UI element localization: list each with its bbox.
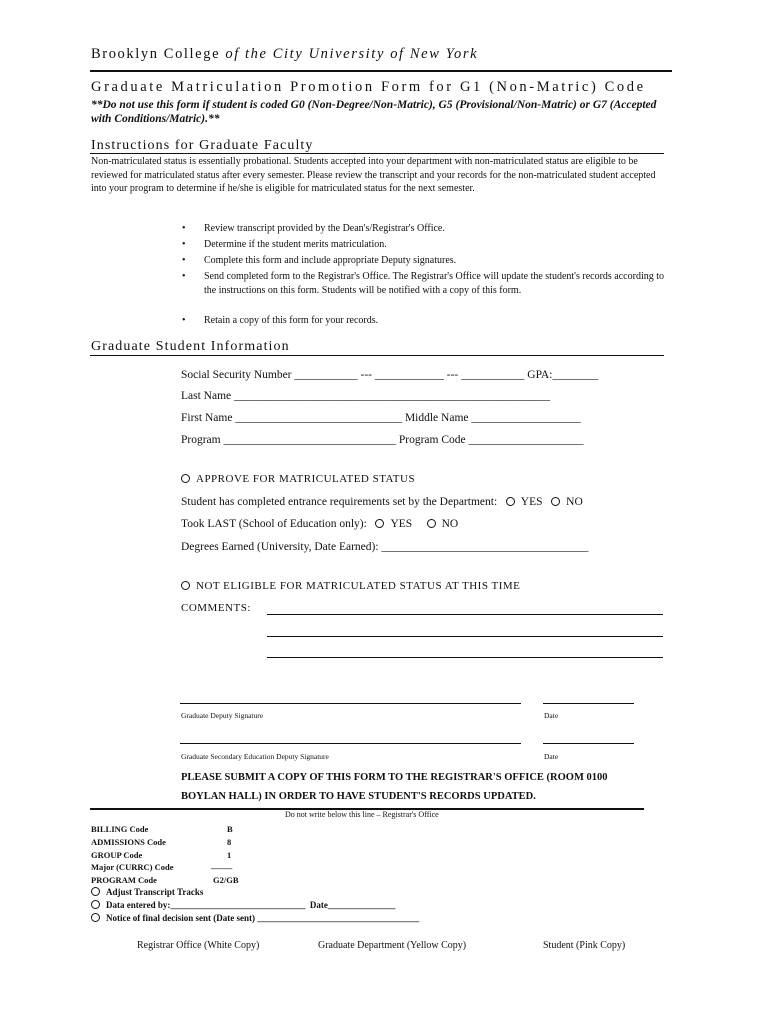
deputy-signature-label: Graduate Deputy Signature (181, 711, 264, 720)
approve-radio[interactable] (181, 474, 190, 483)
bullet-text: Retain a copy of this form for your records. (204, 315, 379, 326)
admissions-code-label: ADMISSIONS Code (91, 837, 166, 847)
first-name-row (181, 412, 581, 424)
billing-code-label: BILLING Code (91, 824, 149, 834)
student-info-heading: Graduate Student Information (91, 339, 290, 354)
bullet-text: Complete this form and include appropriate Deputy signatures. (204, 255, 457, 266)
notice-label: Notice of final decision sent (Date sent) (106, 913, 255, 923)
submit-notice-line2: BOYLAN HALL) IN ORDER TO HAVE STUDENT'S RECORDS UPDATED. (181, 791, 536, 802)
college-name: Brooklyn College (91, 46, 221, 62)
copy-department: Graduate Department (Yellow Copy) (318, 940, 467, 951)
secondary-signature-line[interactable] (180, 743, 521, 744)
program-code-field[interactable]: ____________________ (468, 434, 584, 446)
gpa-field[interactable]: ________ (552, 369, 599, 381)
notice-row (91, 913, 419, 923)
first-name-field[interactable]: _____________________________ (235, 412, 403, 424)
date-entered-field[interactable]: _______________ (327, 900, 396, 910)
ssn-field-2[interactable]: ____________ (374, 369, 444, 381)
degrees-field[interactable]: ____________________________________ (381, 541, 589, 553)
not-eligible-radio[interactable] (181, 581, 190, 590)
entrance-question: Student has completed entrance requirements set by the Department: (181, 496, 498, 508)
comments-line[interactable] (267, 614, 663, 615)
ssn-field-1[interactable]: ___________ (294, 369, 358, 381)
group-code-label: GROUP Code (91, 850, 143, 860)
entrance-yes-radio[interactable] (506, 497, 515, 506)
student-info-rule (90, 355, 664, 356)
deputy-date-line[interactable] (543, 703, 634, 704)
instruction-bullet: • Determine if the student merits matriculation. (182, 239, 387, 250)
date-entered-label: Date (309, 900, 328, 910)
yes-label: YES (520, 496, 543, 508)
middle-name-field[interactable]: ___________________ (471, 412, 581, 424)
last-question: Took LAST (School of Education only): (181, 518, 367, 530)
last-name-row (181, 390, 550, 402)
program-row (181, 434, 584, 446)
data-entered-row (91, 900, 395, 910)
ssn-separator: --- (446, 369, 459, 381)
data-entered-field[interactable]: ______________________________ (170, 900, 306, 910)
program-code-label: Program Code (398, 434, 466, 446)
middle-name-label: Middle Name (404, 412, 469, 424)
form-title: Graduate Matriculation Promotion Form for G1 (Non-Matric) Code (91, 79, 646, 95)
last-yes-radio[interactable] (375, 519, 384, 528)
instruction-bullet: • Complete this form and include appropriate Deputy signatures. (182, 255, 457, 266)
approve-label: APPROVE FOR MATRICULATED STATUS (196, 473, 416, 485)
bullet-text: Send completed form to the Registrar's Office. The Registrar's Office will update the student's records according to the instructions on this form. Students will be notified with a copy of this form. (204, 271, 664, 296)
college-header (91, 46, 478, 63)
bullet-text: Review transcript provided by the Dean's/Registrar's Office. (204, 223, 445, 234)
comments-line[interactable] (267, 636, 663, 637)
program-label: Program (181, 434, 221, 446)
instructions-paragraph: Non-matriculated status is essentially probational. Students accepted into your department with non-matriculated status are eligible to be reviewed for matriculated status after every semester. Please review the transcript and your records for the non-matriculated student accepted into your program to determine if he/she is eligible for matriculated status for the next semester. (91, 156, 656, 194)
last-no-radio[interactable] (427, 519, 436, 528)
notice-radio[interactable] (91, 913, 100, 922)
not-eligible-label: NOT ELIGIBLE FOR MATRICULATED STATUS AT THIS TIME (196, 580, 521, 592)
data-entered-label: Data entered by: (106, 900, 171, 910)
adjust-tracks-radio[interactable] (91, 887, 100, 896)
header-rule (90, 70, 672, 72)
billing-code-value: B (227, 824, 233, 834)
copy-registrar: Registrar Office (White Copy) (137, 940, 260, 951)
not-eligible-option[interactable] (181, 580, 520, 592)
first-name-label: First Name (181, 412, 233, 424)
degrees-label: Degrees Earned (University, Date Earned): (181, 541, 379, 553)
last-name-field[interactable]: _______________________________________________________ (234, 390, 551, 402)
gpa-label: GPA: (527, 369, 553, 381)
yes-label: YES (390, 518, 413, 530)
deputy-signature-line[interactable] (180, 703, 521, 704)
no-label: NO (566, 496, 583, 508)
last-exam-row (181, 518, 458, 530)
entrance-no-radio[interactable] (551, 497, 560, 506)
secondary-signature-label: Graduate Secondary Education Deputy Signature (181, 752, 329, 761)
comments-line[interactable] (267, 657, 663, 658)
data-entered-radio[interactable] (91, 900, 100, 909)
warning-note: **Do not use this form if student is coded G0 (Non-Degree/Non-Matric), G5 (Provisional/Non-Matric) or G7 (Accepted with Conditions/Matric).** (91, 99, 657, 125)
bullet-text: Determine if the student merits matriculation. (204, 239, 387, 250)
cuny-affiliation: of the City University of New York (225, 46, 479, 62)
no-label: NO (441, 518, 459, 530)
ssn-row (181, 369, 598, 381)
notice-date-field[interactable]: ____________________________________ (257, 913, 420, 923)
ssn-label: Social Security Number (181, 369, 292, 381)
do-not-write-note: Do not write below this line – Registrar's Office (285, 810, 439, 819)
program-code-reg-label: PROGRAM Code (91, 875, 157, 885)
date-label: Date (544, 752, 559, 761)
approve-option[interactable] (181, 473, 415, 485)
instruction-bullet: • Review transcript provided by the Dean's/Registrar's Office. (182, 223, 445, 234)
entrance-row (181, 496, 583, 508)
ssn-separator: --- (360, 369, 373, 381)
group-code-value: 1 (227, 850, 232, 860)
program-code-reg-value: G2/GB (213, 875, 239, 885)
instruction-bullet: • Retain a copy of this form for your records. (182, 315, 379, 326)
copy-student: Student (Pink Copy) (543, 940, 626, 951)
adjust-tracks-option[interactable] (91, 887, 203, 897)
submit-notice-line1: PLEASE SUBMIT A COPY OF THIS FORM TO THE REGISTRAR'S OFFICE (ROOM 0100 (181, 772, 608, 783)
ssn-field-3[interactable]: ___________ (461, 369, 525, 381)
admissions-code-value: 8 (227, 837, 232, 847)
instructions-rule (90, 153, 664, 154)
program-field[interactable]: ______________________________ (223, 434, 396, 446)
comments-label: COMMENTS: (181, 602, 251, 614)
major-code-label: Major (CURRC) Code (91, 862, 174, 872)
major-code-value[interactable]: _____ (211, 860, 233, 870)
adjust-tracks-label: Adjust Transcript Tracks (106, 887, 204, 897)
instructions-heading: Instructions for Graduate Faculty (91, 138, 314, 153)
secondary-date-line[interactable] (543, 743, 634, 744)
date-label: Date (544, 711, 559, 720)
last-name-label: Last Name (181, 390, 232, 402)
degrees-row (181, 541, 588, 553)
instruction-bullet: • Send completed form to the Registrar's Office. The Registrar's Office will update the student's records according to the instructions on this form. Students will be notified with a copy of this form. (182, 271, 664, 296)
